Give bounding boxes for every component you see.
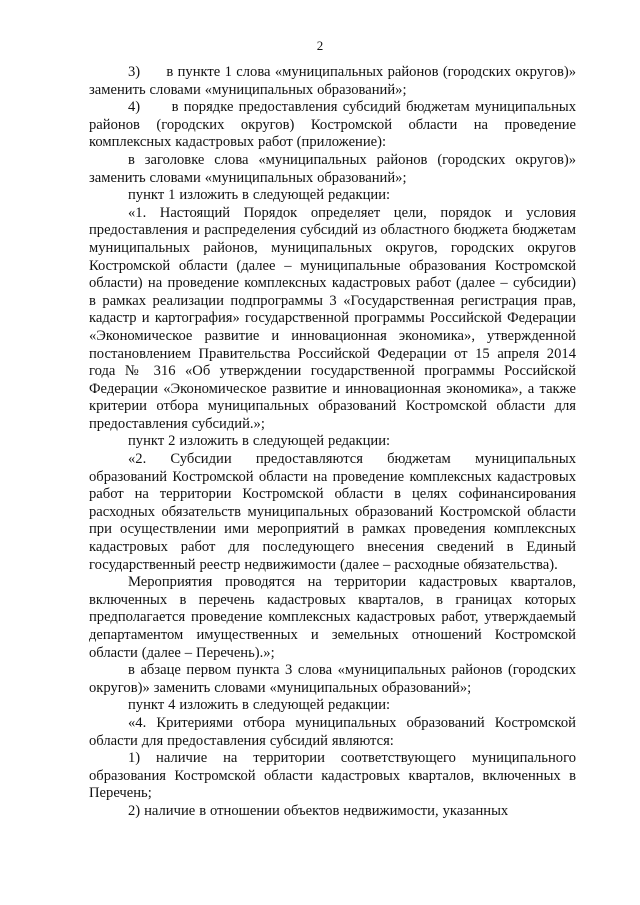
paragraph-title-amendment: в заголовке слова «муниципальных районов (городских округов)» заменить словами «муниципальных образований»; [89, 151, 576, 186]
paragraph-point2-text: «2. Субсидии предоставляются бюджетам муниципальных образований Костромской области на проведение комплексных кадастровых работ на территории Костромской области в целях софинансирования расходных обязательств муниципальных образований Костромской области при осуществлении ими мероприятий в рамках проведения комплексных кадастровых работ для последующего внесения сведений в Единый государственный реестр недвижимости (далее – расходные обязательства). [89, 451, 576, 573]
page-number: 2 [316, 38, 324, 53]
paragraph-item-3: 3) в пункте 1 слова «муниципальных районов (городских округов)» заменить словами «муниципальных образований»; [89, 64, 576, 98]
paragraph-point1-text: «1. Настоящий Порядок определяет цели, порядок и условия предоставления и распределения субсидий из областного бюджета бюджетам муниципальных районов, муниципальных округов, городских округов Костромской области (далее – муниципальные образования Костромской области) на проведение комплексных кадастровых работ (далее – субсидии) в рамках реализации подпрограммы 3 «Государственная регистрация прав, кадастр и картография» государственной программы Российской Федерации «Экономическое развитие и инновационная экономика», утвержденной постановлением Правительства Российской Федерации от 15 апреля 2014 года № 316 «Об утверждении государственной программы Российской Федерации «Экономическое развитие и инновационная экономика», а также критерии отбора муниципальных образований Костромской области для предоставления субсидий.»; [89, 204, 576, 432]
paragraph-item-4: 4) в порядке предоставления субсидий бюджетам муниципальных районов (городских округов) Костромской области на проведение комплексных кадастровых работ (приложение): [89, 99, 576, 151]
document-body [89, 64, 576, 821]
paragraph-point3-amendment: в абзаце первом пункта 3 слова «муниципальных районов (городских округов)» заменить словами «муниципальных образований»; [89, 662, 576, 696]
paragraph-point2-measures: Мероприятия проводятся на территории кадастровых кварталов, включенных в перечень кадастровых кварталов, в границах которых предполагается проведение комплексных кадастровых работ, утверждаемый департаментом имущественных и земельных отношений Костромской области (далее – Перечень).»; [89, 574, 576, 661]
paragraph-criterion-2: 2) наличие в отношении объектов недвижимости, указанных [128, 802, 509, 819]
paragraph-criterion-1: 1) наличие на территории соответствующего муниципального образования Костромской области кадастровых кварталов, включенных в Перечень; [89, 750, 576, 802]
paragraph-point2-intro: пункт 2 изложить в следующей редакции: [128, 433, 391, 450]
paragraph-point1-intro: пункт 1 изложить в следующей редакции: [128, 187, 391, 204]
paragraph-point4-text: «4. Критериями отбора муниципальных образований Костромской области для предоставления субсидий являются: [89, 714, 576, 749]
paragraph-point4-intro: пункт 4 изложить в следующей редакции: [128, 697, 391, 714]
